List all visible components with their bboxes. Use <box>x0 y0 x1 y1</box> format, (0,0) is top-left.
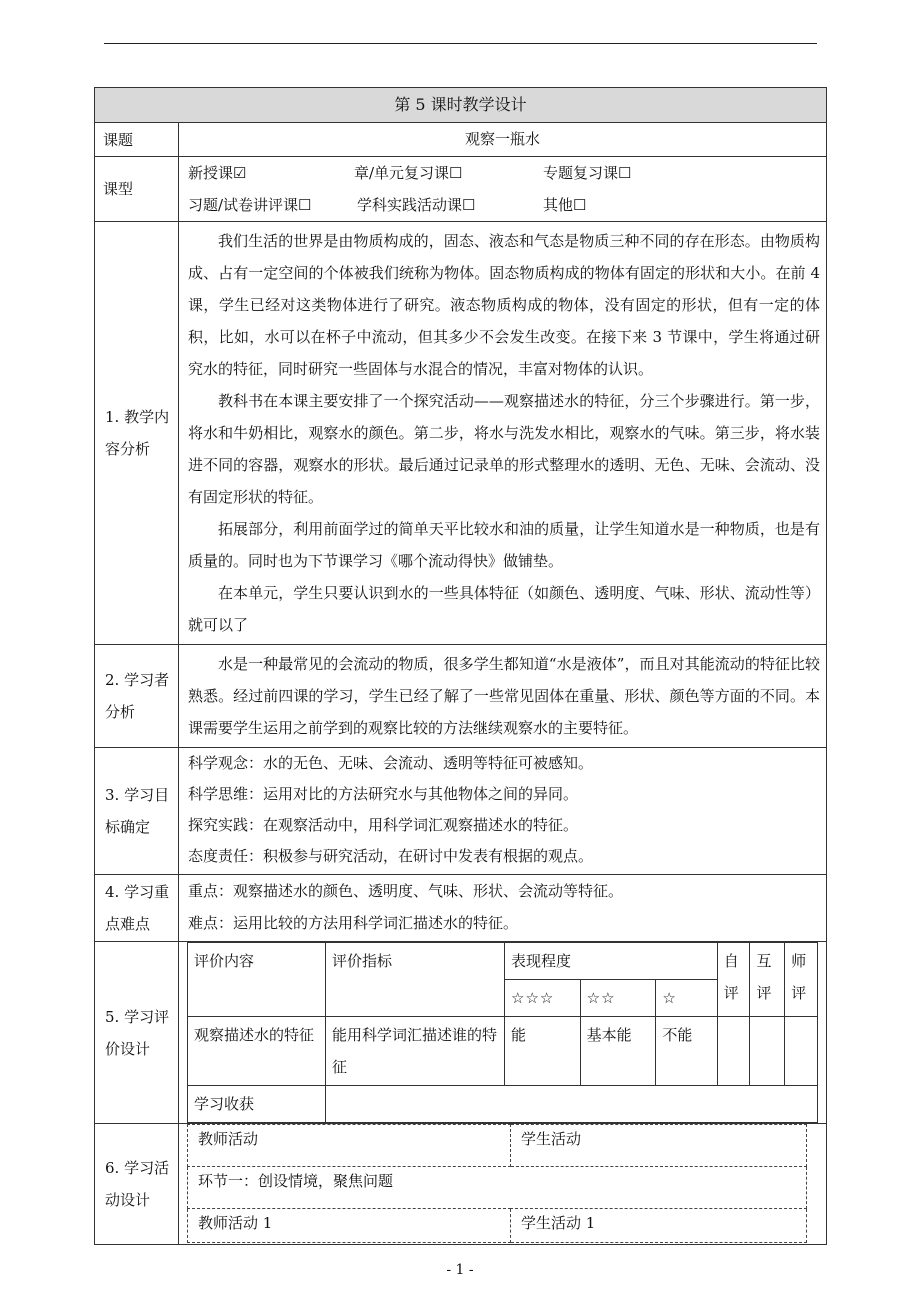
eval-row-self[interactable] <box>717 1017 750 1086</box>
key-point: 重点：观察描述水的颜色、透明度、气味、形状、会流动等特征。 <box>188 882 624 900</box>
evaluation-table <box>187 942 818 1123</box>
lesson-type-option-unit-review: 章/单元复习课☐ <box>354 164 463 182</box>
eval-row-level1: 能 <box>505 1017 581 1086</box>
evaluation-cell <box>179 942 827 1124</box>
student-activity-1: 学生活动 1 <box>511 1209 807 1243</box>
eval-harvest-value[interactable] <box>326 1086 818 1123</box>
lesson-type-option-new: 新授课☑ <box>188 164 247 182</box>
eval-row-indicator: 能用科学词汇描述谁的特征 <box>326 1017 505 1086</box>
header-rule <box>104 43 817 44</box>
content-analysis-paragraph: 在本单元，学生只要认识到水的一些具体特征（如颜色、透明度、气味、形状、流动性等）就可以了 <box>188 584 820 634</box>
eval-row-content: 观察描述水的特征 <box>188 1017 326 1086</box>
topic-label: 课题 <box>95 123 179 157</box>
eval-row-level3: 不能 <box>656 1017 717 1086</box>
eval-header-indicator: 评价指标 <box>326 943 505 1017</box>
topic-cell <box>179 123 827 157</box>
key-points-cell <box>179 875 827 942</box>
eval-row-level2: 基本能 <box>580 1017 656 1086</box>
key-points-label: 4. 学习重点难点 <box>95 875 179 942</box>
content-analysis-paragraph: 我们生活的世界是由物质构成的，固态、液态和气态是物质三种不同的存在形态。由物质构成、占有一定空间的个体被我们统称为物体。固态物质构成的物体有固定的形状和大小。在前 4 课，学生已经对这类物体进行了研究。液态物质构成的物体，没有固定的形状，但有一定的体积，比如，水可以在杯子中流动，但其多少不会发生改变。在接下来 3 节课中，学生将通过研究水的特征，同时研究一些固体与水混合的情况，丰富对物体的认识。 <box>188 232 820 378</box>
page-title: 第 5 课时教学设计 <box>95 88 827 123</box>
activities-cell <box>179 1124 827 1245</box>
learner-analysis-label: 2. 学习者分析 <box>95 645 179 748</box>
eval-header-self: 自评 <box>717 943 750 1017</box>
page-number: - 1 - <box>446 1262 474 1278</box>
lesson-type-option-practice: 学科实践活动课☐ <box>357 196 476 214</box>
objective-item: 科学思维：运用对比的方法研究水与其他物体之间的异同。 <box>188 785 579 803</box>
objectives-cell <box>179 748 827 875</box>
lesson-type-cell <box>179 157 827 222</box>
objective-item: 态度责任：积极参与研究活动，在研讨中发表有根据的观点。 <box>188 847 594 865</box>
eval-row-peer[interactable] <box>750 1017 785 1086</box>
learner-analysis-cell <box>179 645 827 748</box>
eval-row-teacher[interactable] <box>785 1017 818 1086</box>
teacher-activity-header: 教师活动 <box>188 1125 511 1167</box>
lesson-type-option-exercise: 习题/试卷讲评课☐ <box>188 196 312 214</box>
topic-value: 观察一瓶水 <box>464 130 540 148</box>
learner-analysis-paragraph: 水是一种最常见的会流动的物质，很多学生都知道“水是液体”，而且对其能流动的特征比较熟悉。经过前四课的学习，学生已经了解了一些常见固体在重量、形状、颜色等方面的不同。本课需要学生运用之前学到的观察比较的方法继续观察水的主要特征。 <box>188 655 820 737</box>
activities-table <box>187 1124 807 1243</box>
eval-header-teacher: 师评 <box>785 943 818 1017</box>
objectives-label: 3. 学习目标确定 <box>95 748 179 875</box>
content-analysis-label: 1. 教学内容分析 <box>95 222 179 645</box>
content-analysis-cell <box>179 222 827 645</box>
lesson-plan-table <box>94 87 827 1245</box>
content-analysis-paragraph: 拓展部分，利用前面学过的简单天平比较水和油的质量，让学生知道水是一种物质，也是有质量的。同时也为下节课学习《哪个流动得快》做铺垫。 <box>188 520 820 570</box>
eval-level-one-star: ☆ <box>656 980 717 1017</box>
eval-level-three-stars: ☆☆☆ <box>505 980 581 1017</box>
objective-item: 探究实践：在观察活动中，用科学词汇观察描述水的特征。 <box>188 816 579 834</box>
teacher-activity-1: 教师活动 1 <box>188 1209 511 1243</box>
difficult-point: 难点：运用比较的方法用科学词汇描述水的特征。 <box>188 914 519 932</box>
eval-header-peer: 互评 <box>750 943 785 1017</box>
eval-level-two-stars: ☆☆ <box>580 980 656 1017</box>
eval-harvest-label: 学习收获 <box>188 1086 326 1123</box>
eval-header-performance: 表现程度 <box>505 943 718 980</box>
eval-header-content: 评价内容 <box>188 943 326 1017</box>
objective-item: 科学观念：水的无色、无味、会流动、透明等特征可被感知。 <box>188 754 594 772</box>
lesson-type-option-other: 其他☐ <box>543 196 587 214</box>
evaluation-label: 5. 学习评价设计 <box>95 942 179 1124</box>
student-activity-header: 学生活动 <box>511 1125 807 1167</box>
section-one-title: 环节一：创设情境，聚焦问题 <box>188 1167 807 1209</box>
content-analysis-paragraph: 教科书在本课主要安排了一个探究活动——观察描述水的特征，分三个步骤进行。第一步，将水和牛奶相比，观察水的颜色。第二步，将水与洗发水相比，观察水的气味。第三步，将水装进不同的容器，观察水的形状。最后通过记录单的形式整理水的透明、无色、无味、会流动、没有固定形状的特征。 <box>188 392 820 506</box>
lesson-type-option-topic-review: 专题复习课☐ <box>543 164 632 182</box>
lesson-type-label: 课型 <box>95 157 179 222</box>
activities-label: 6. 学习活动设计 <box>95 1124 179 1245</box>
